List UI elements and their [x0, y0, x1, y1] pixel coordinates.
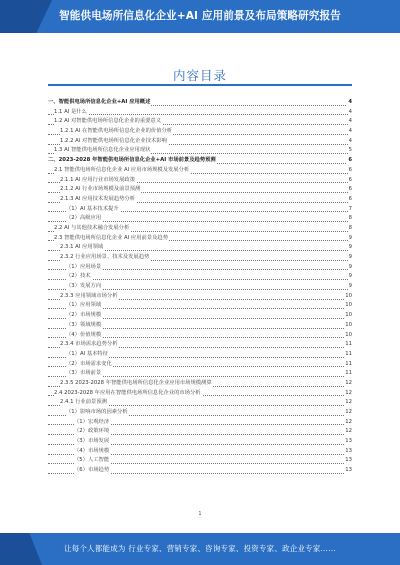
toc-entry-label: （2）市场需求变化 [66, 360, 113, 370]
toc-entry-page: 4 [347, 98, 352, 108]
toc-entry[interactable] [48, 224, 352, 234]
report-footer [0, 533, 400, 565]
toc-entry[interactable] [48, 98, 352, 108]
toc-entry[interactable] [48, 137, 352, 147]
toc-entry[interactable] [48, 311, 352, 321]
report-title: 智能供电场所信息化企业+AI 应用前景及布局策略研究报告 [59, 10, 341, 22]
toc-entry[interactable] [48, 389, 352, 399]
toc-entry-page: 11 [344, 340, 352, 350]
toc-entry-page: 13 [344, 437, 352, 447]
toc-entry-label: 2.1.2 AI 行业市场规模及前景预测 [60, 185, 141, 195]
toc-entry[interactable] [48, 253, 352, 263]
toc-title: 内容目录 [172, 68, 227, 83]
toc-entry-page: 8 [348, 224, 352, 234]
toc-entry-label: （3）市场前景 [66, 369, 102, 379]
toc-entry-page: 9 [348, 282, 352, 292]
toc-entry-label: 2.2 AI 与其他技术融合发展分析 [54, 224, 130, 234]
toc-entry-label: （2）技术 [66, 272, 92, 282]
toc-entry[interactable] [48, 369, 352, 379]
toc-entry[interactable] [48, 292, 352, 302]
toc-entry-page: 6 [348, 185, 352, 195]
toc-entry-page: 11 [344, 360, 352, 370]
toc-entry-label: 二、2023-2028 年智能供电场所信息化企业+AI 市场前景及趋势预测 [48, 156, 217, 166]
toc-entry-label: 一、智能供电场所信息化企业+AI 应用概述 [48, 98, 151, 108]
toc-entry-page: 10 [344, 301, 352, 311]
toc-entry[interactable] [48, 466, 352, 476]
toc-entry-page: 8 [348, 214, 352, 224]
toc-entry[interactable] [48, 301, 352, 311]
toc-entry-page: 6 [347, 156, 352, 166]
toc-entry-page: 11 [344, 369, 352, 379]
toc-entry-label: （1）AI 基本特征 [66, 350, 109, 360]
toc-entry-page: 10 [344, 321, 352, 331]
toc-entry[interactable] [48, 418, 352, 428]
toc-entry-label: （4）价值规模 [66, 331, 102, 341]
toc-entry-label: （3）市场发展 [74, 437, 110, 447]
toc-entry[interactable] [48, 321, 352, 331]
toc-entry-page: 4 [348, 117, 352, 127]
toc-entry-label: 2.1.1 AI 应用行业市场发展政策 [60, 176, 136, 186]
toc-entry-label: （2）高级应用 [66, 214, 102, 224]
toc-entry-label: （4）市场规模 [74, 447, 110, 457]
toc-entry-page: 13 [344, 456, 352, 466]
toc-entry-page: 13 [344, 466, 352, 476]
toc-entry-page: 4 [348, 137, 352, 147]
toc-entry[interactable] [48, 176, 352, 186]
toc-entry-page: 9 [348, 243, 352, 253]
toc-entry[interactable] [48, 156, 352, 166]
toc-entry-page: 9 [348, 272, 352, 282]
toc-entry-page: 12 [344, 427, 352, 437]
toc-entry[interactable] [48, 166, 352, 176]
toc-entry[interactable] [48, 437, 352, 447]
toc-entry-label: （5）人工智能 [74, 456, 110, 466]
toc-entry[interactable] [48, 108, 352, 118]
toc-entry[interactable] [48, 234, 352, 244]
table-of-contents [48, 98, 352, 476]
toc-entry-label: 2.3.3 应用领域市场分析 [60, 292, 119, 302]
toc-entry-page: 13 [344, 447, 352, 457]
footer-slogan: 让每个人都能成为 行业专家、营销专家、咨询专家、投资专家、政企业专家…… [64, 544, 336, 553]
toc-entry-page: 9 [348, 253, 352, 263]
toc-entry-label: 2.3 智能供电场所信息化企业 AI 应用前景及趋势 [54, 234, 169, 244]
toc-entry-page: 9 [348, 263, 352, 273]
toc-entry-page: 6 [348, 195, 352, 205]
toc-entry[interactable] [48, 447, 352, 457]
toc-entry[interactable] [48, 427, 352, 437]
toc-entry-label: 1.2 AI 对智能供电场所信息化企业的重要意义 [54, 117, 162, 127]
toc-entry-page: 11 [344, 350, 352, 360]
toc-entry-page: 12 [344, 418, 352, 428]
toc-entry-page: 6 [348, 176, 352, 186]
toc-entry[interactable] [48, 398, 352, 408]
toc-entry[interactable] [48, 379, 352, 389]
toc-entry-label: 1.3 AI 智能供电场所信息化企业应用现状 [54, 146, 151, 156]
toc-entry[interactable] [48, 340, 352, 350]
page-number: 1 [198, 511, 202, 517]
toc-entry-label: （2）政策环境 [74, 427, 110, 437]
toc-entry-label: （1）AI 基本技术提升 [66, 205, 120, 215]
toc-entry-page: 12 [344, 398, 352, 408]
report-header [0, 0, 400, 33]
toc-entry-page: 6 [348, 166, 352, 176]
toc-entry[interactable] [48, 331, 352, 341]
toc-entry-label: 2.4 2023-2028 年应用在智能供电场所信息化企业的市场分析 [54, 389, 202, 399]
toc-entry[interactable] [48, 243, 352, 253]
toc-entry-page: 9 [348, 234, 352, 244]
toc-entry[interactable] [48, 146, 352, 156]
toc-entry-label: 2.3.1 AI 应用领域 [60, 243, 104, 253]
toc-entry[interactable] [48, 360, 352, 370]
toc-entry-page: 10 [344, 311, 352, 321]
toc-entry-label: （2）市场规模 [66, 311, 102, 321]
toc-entry-label: （1）宏观经济 [74, 418, 110, 428]
toc-entry-label: （1）应用场景 [66, 263, 102, 273]
toc-entry[interactable] [48, 282, 352, 292]
toc-entry-label: （1）影响市场的因素分析 [66, 408, 129, 418]
toc-entry[interactable] [48, 263, 352, 273]
toc-entry-page: 4 [348, 127, 352, 137]
toc-entry-page: 4 [348, 108, 352, 118]
toc-entry-page: 7 [348, 205, 352, 215]
toc-entry-page: 12 [344, 408, 352, 418]
toc-entry-page: 10 [344, 331, 352, 341]
toc-entry[interactable] [48, 350, 352, 360]
toc-entry-label: 2.4.1 行业前景预测 [60, 398, 108, 408]
toc-entry[interactable] [48, 205, 352, 215]
toc-entry-page: 10 [344, 292, 352, 302]
toc-entry-label: （3）发展方向 [66, 282, 102, 292]
toc-entry[interactable] [48, 408, 352, 418]
toc-entry-page: 12 [344, 389, 352, 399]
toc-entry[interactable] [48, 195, 352, 205]
toc-entry-label: 2.3.5 2023-2028 年智能供电场所信息化企业应用市场规模测算 [60, 379, 213, 389]
toc-entry-label: 2.1.3 AI 应用技术发展趋势分析 [60, 195, 136, 205]
toc-entry[interactable] [48, 185, 352, 195]
toc-entry-label: （1）应用领域 [66, 301, 102, 311]
toc-entry-page: 5 [348, 146, 352, 156]
toc-entry[interactable] [48, 456, 352, 466]
toc-entry[interactable] [48, 127, 352, 137]
toc-entry-label: （6）市场趋势 [74, 466, 110, 476]
toc-divider [48, 84, 352, 86]
toc-entry-label: 1.2.1 AI 在智能供电场所信息化企业的价值分析 [60, 127, 173, 137]
toc-entry-label: 1.2.2 AI 对智能供电场所信息化企业技术影响 [60, 137, 168, 147]
toc-entry-label: （3）领域规模 [66, 321, 102, 331]
toc-entry[interactable] [48, 117, 352, 127]
toc-entry-label: 2.1 智能供电场所信息化企业 AI 应用市场规模及发展分析 [54, 166, 190, 176]
toc-entry-label: 1.1 AI 是什么 [54, 108, 88, 118]
toc-entry-label: 2.3.2 行业应用场景、技术及发展趋势 [60, 253, 150, 263]
toc-entry[interactable] [48, 214, 352, 224]
toc-entry-page: 12 [344, 379, 352, 389]
toc-entry-label: 2.3.4 市场需求趋势分析 [60, 340, 119, 350]
toc-entry[interactable] [48, 272, 352, 282]
